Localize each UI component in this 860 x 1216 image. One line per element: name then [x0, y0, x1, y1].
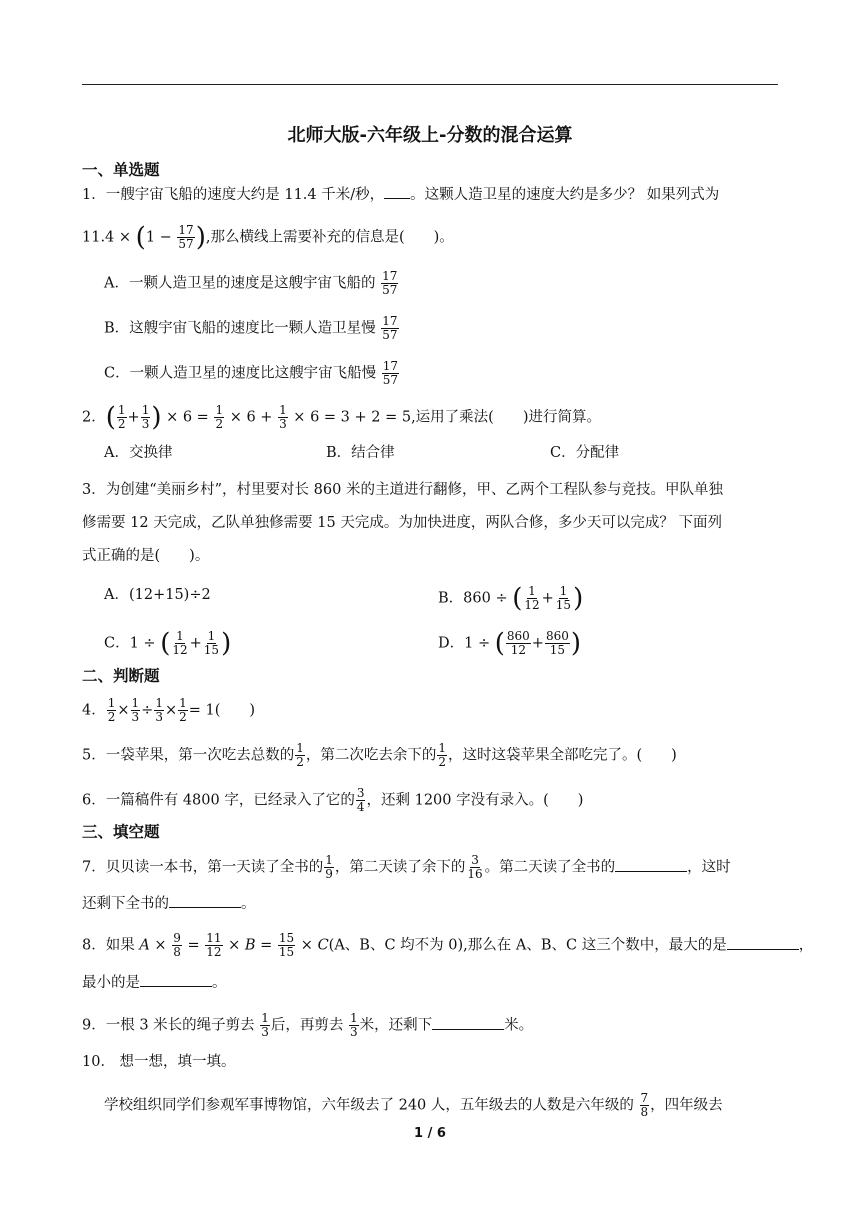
page-number: 1 / 6	[414, 1126, 446, 1141]
question-2-option-c[interactable]: C．分配律	[550, 445, 620, 461]
header-rule	[82, 84, 778, 85]
page-title: 北师大版-六年级上-分数的混合运算	[287, 125, 573, 146]
question-8-line-1: 8．如果 A × $\frac{9}{8}$ = $\frac{11}{12}$ × B = $\frac{15}{15}$ × C(A、B、C 均不为 0),那么在 A、B、C 这三个数中，最大的是 ，	[82, 931, 814, 959]
question-3-option-d[interactable]: D．1 ÷ ( $\frac{860}{12}$ + $\frac{860}{15}$ )	[438, 628, 581, 659]
question-1-option-b[interactable]: B．这艘宇宙飞船的速度比一颗人造卫星慢 $\frac{17}{57}$	[104, 314, 398, 342]
question-7-line-2: 还剩下全书的 。	[82, 893, 256, 914]
question-2-option-b[interactable]: B．结合律	[326, 445, 395, 461]
question-3-option-c[interactable]: C．1 ÷ ( $\frac{1}{12}$ + $\frac{1}{15}$ )	[104, 628, 232, 659]
question-5: 5．一袋苹果，第一次吃去总数的 $\frac{1}{2}$ ，第二次吃去余下的 $\frac{1}{2}$ ，这时这袋苹果全部吃完了。( )	[82, 741, 677, 769]
question-1-line-1: 1．一艘宇宙飞船的速度大约是 11.4 千米/秒， 。这颗人造卫星的速度大约是多少？ 如果列式为	[82, 184, 719, 205]
section-heading-single-choice: 一、单选题	[82, 161, 160, 179]
question-3-line-3: 式正确的是( )。	[82, 548, 210, 564]
question-8-line-2: 最小的是 。	[82, 972, 227, 993]
question-3-option-b[interactable]: B．860 ÷ ( $\frac{1}{12}$ + $\frac{1}{15}$ )	[438, 583, 584, 614]
question-7-line-1: 7．贝贝读一本书，第一天读了全书的 $\frac{1}{9}$ ，第二天读了余下的 $\frac{3}{16}$ 。第二天读了全书的 ，这时	[82, 853, 731, 881]
question-2: 2．( $\frac{1}{2}$ + $\frac{1}{3}$ ) × 6 = $\frac{1}{2}$ × 6 + $\frac{1}{3}$ × 6 = 3 + 2 = 5,运用了乘法( )进行简算。	[82, 402, 602, 433]
question-3-option-a[interactable]: A．(12+15)÷2	[104, 587, 211, 603]
question-1-option-c[interactable]: C．一颗人造卫星的速度比这艘宇宙飞船慢 $\frac{17}{57}$	[104, 359, 398, 387]
question-2-option-a[interactable]: A．交换律	[104, 445, 173, 461]
question-6: 6．一篇稿件有 4800 字，已经录入了它的 $\frac{3}{4}$ ，还剩 1200 字没有录入。( )	[82, 786, 584, 814]
section-heading-fill-in: 三、填空题	[82, 823, 160, 841]
question-3-line-2: 修需要 12 天完成，乙队单独修需要 15 天完成。为加快进度，两队合修，多少天可以完成？ 下面列	[82, 515, 722, 531]
question-10-line-2: 学校组织同学们参观军事博物馆，六年级去了 240 人，五年级去的人数是六年级的 $\frac{7}{8}$ ，四年级去	[104, 1091, 723, 1119]
question-1-line-2: 11.4 × (1 − $\frac{17}{57}$ ),那么横线上需要补充的信息是( )。	[82, 222, 454, 253]
question-9: 9．一根 3 米长的绳子剪去 $\frac{1}{3}$ 后，再剪去 $\frac{1}{3}$ 米，还剩下 米。	[82, 1011, 534, 1039]
question-10-line-1: 10． 想一想，填一填。	[82, 1054, 236, 1070]
question-1-option-a[interactable]: A．一颗人造卫星的速度是这艘宇宙飞船的 $\frac{17}{57}$	[104, 269, 398, 297]
question-4: 4． $\frac{1}{2}$ × $\frac{1}{3}$ ÷ $\frac{1}{3}$ × $\frac{1}{2}$ = 1( )	[82, 696, 256, 724]
question-3-line-1: 3．为创建“美丽乡村”，村里要对长 860 米的主道进行翻修，甲、乙两个工程队参与竞技。甲队单独	[82, 482, 723, 498]
section-heading-true-false: 二、判断题	[82, 667, 160, 685]
